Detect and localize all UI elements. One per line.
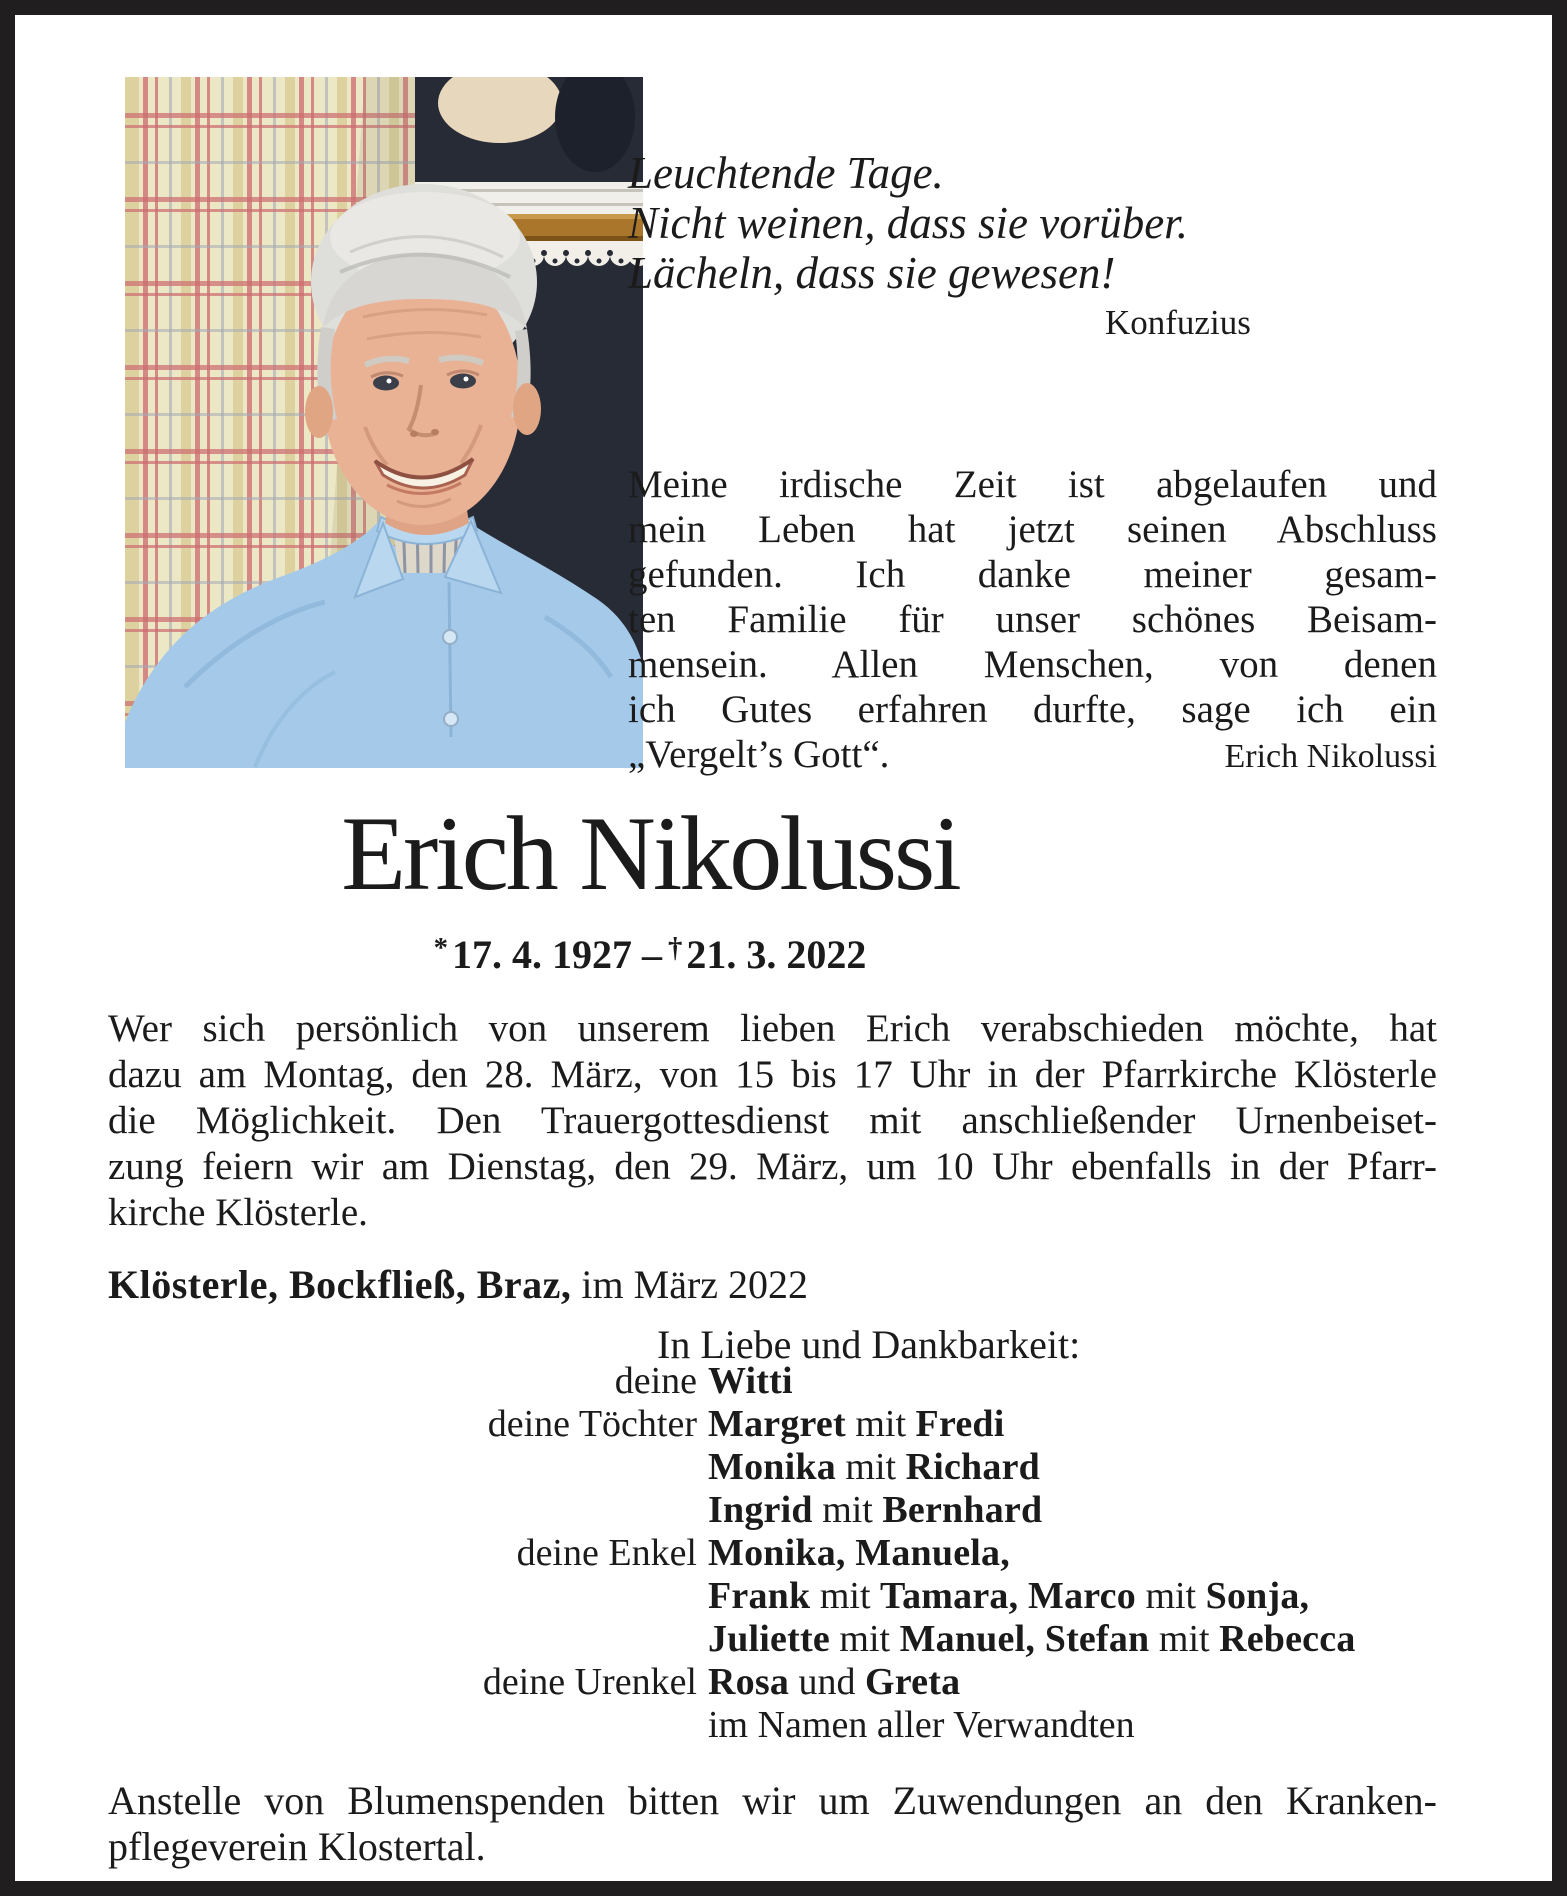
quote-lines <box>628 148 1458 298</box>
family-member-name: Sonja, <box>1205 1575 1310 1617</box>
family-connector-text: mit <box>1135 1575 1206 1617</box>
family-names <box>708 1403 1004 1446</box>
farewell-line: mensein. Allen Menschen, von denen <box>628 643 1437 686</box>
family-list <box>108 1360 1448 1747</box>
family-relation-label: deine Urenkel <box>482 1661 697 1703</box>
family-row <box>108 1360 1448 1403</box>
family-member-name: Bernhard <box>882 1489 1043 1531</box>
family-row <box>108 1489 1448 1532</box>
family-rows <box>108 1360 1448 1747</box>
family-names <box>708 1532 1010 1575</box>
announcement-line: zung feiern wir am Dienstag, den 29. März, um 10 Uhr ebenfalls in der Pfarr- <box>108 1145 1437 1188</box>
farewell-last-line <box>628 732 1437 779</box>
family-connector-text: mit <box>829 1618 900 1660</box>
family-relation-label: deine Enkel <box>516 1532 697 1574</box>
farewell-paragraph <box>628 462 1437 779</box>
family-connector-text: mit <box>812 1489 883 1531</box>
family-member-name: Manuel, Stefan <box>899 1618 1150 1660</box>
family-row <box>108 1532 1448 1575</box>
family-connector-text: mit <box>845 1403 916 1445</box>
announcement-lines <box>108 1006 1437 1236</box>
farewell-lines <box>628 462 1437 732</box>
dateline <box>108 1262 808 1308</box>
deceased-name: Erich Nikolussi <box>341 795 959 912</box>
farewell-closing-words: „Vergelt’s Gott“. <box>628 733 890 776</box>
family-names <box>708 1661 960 1704</box>
farewell-line: Meine irdische Zeit ist abgelaufen und <box>628 463 1437 506</box>
quote-attribution: Konfuzius <box>1105 303 1251 342</box>
family-connector-text: und <box>789 1661 866 1703</box>
family-member-name: Monika <box>708 1446 836 1488</box>
family-member-name: Rebecca <box>1219 1618 1356 1660</box>
donation-note <box>108 1778 1437 1870</box>
family-relation-label <box>108 1618 697 1661</box>
farewell-line: gefunden. Ich danke meiner gesam- <box>628 553 1437 596</box>
family-names <box>708 1360 793 1403</box>
dateline-places: Klösterle, Bockfließ, Braz, <box>108 1262 572 1307</box>
family-member-name: Witti <box>708 1360 793 1402</box>
family-member-name: Tamara, Marco <box>880 1575 1136 1617</box>
family-names <box>708 1704 1135 1747</box>
death-date: 21. 3. 2022 <box>686 931 867 977</box>
family-row <box>108 1403 1448 1446</box>
donation-line: pflegeverein Klostertal. <box>108 1824 486 1869</box>
family-member-name: Rosa <box>708 1661 790 1703</box>
family-member-name: Fredi <box>915 1403 1005 1445</box>
family-row <box>108 1661 1448 1704</box>
family-member-name: Monika, Manuela, <box>708 1532 1010 1574</box>
family-names <box>708 1489 1042 1532</box>
quote-line: Leuchtende Tage. <box>628 148 944 198</box>
farewell-signature: Erich Nikolussi <box>1224 738 1437 775</box>
family-names <box>708 1446 1040 1489</box>
family-row <box>108 1446 1448 1489</box>
birth-symbol: * <box>433 932 448 964</box>
family-connector-text: im Namen aller Verwandten <box>708 1704 1135 1746</box>
memorial-quote <box>628 148 1458 298</box>
family-relation-label <box>108 1489 697 1532</box>
family-relation-label <box>108 1446 697 1489</box>
portrait-photo-illustration <box>125 77 643 768</box>
announcement-line: Wer sich persönlich von unserem lieben Erich verabschieden möchte, hat <box>108 1007 1437 1050</box>
family-member-name: Frank <box>708 1575 811 1617</box>
donation-lines <box>108 1778 1437 1870</box>
family-row <box>108 1618 1448 1661</box>
announcement-line: kirche Klösterle. <box>108 1191 368 1234</box>
family-connector-text: mit <box>835 1446 906 1488</box>
death-symbol: † <box>668 932 683 964</box>
portrait-photo <box>125 77 643 768</box>
family-relation-label <box>108 1575 697 1618</box>
farewell-line: ich Gutes erfahren durfte, sage ich ein <box>628 688 1437 731</box>
family-names <box>708 1618 1356 1661</box>
family-relation-label <box>108 1704 697 1747</box>
family-row <box>108 1704 1448 1747</box>
closing-heading: In Liebe und Dankbarkeit: <box>657 1322 1081 1367</box>
family-connector-text: mit <box>1149 1618 1220 1660</box>
family-member-name: Ingrid <box>708 1489 813 1531</box>
dateline-date: im März 2022 <box>571 1262 809 1307</box>
announcement-line: die Möglichkeit. Den Trauergottesdienst mit anschließender Urnenbeiset- <box>108 1099 1437 1142</box>
farewell-line: mein Leben hat jetzt seinen Abschluss <box>628 508 1437 551</box>
life-dates <box>125 926 1175 977</box>
family-row <box>108 1575 1448 1618</box>
family-relation-label: deine <box>614 1360 697 1402</box>
deceased-title-block <box>125 795 1175 977</box>
farewell-line: ten Familie für unser schönes Beisam- <box>628 598 1437 641</box>
family-member-name: Greta <box>865 1661 961 1703</box>
family-member-name: Richard <box>905 1446 1040 1488</box>
family-member-name: Margret <box>708 1403 846 1445</box>
birth-date: 17. 4. 1927 <box>452 931 632 977</box>
quote-line: Nicht weinen, dass sie vorüber. <box>628 198 1188 248</box>
family-connector-text: mit <box>810 1575 881 1617</box>
donation-line: Anstelle von Blumenspenden bitten wir um Zuwendungen an den Kranken- <box>108 1778 1437 1823</box>
family-relation-label: deine Töchter <box>487 1403 697 1445</box>
family-names <box>708 1575 1309 1618</box>
quote-line: Lächeln, dass sie gewesen! <box>628 248 1116 298</box>
funeral-announcement <box>108 1006 1437 1236</box>
announcement-line: dazu am Montag, den 28. März, von 15 bis 17 Uhr in der Pfarrkirche Klösterle <box>108 1053 1437 1096</box>
family-member-name: Juliette <box>708 1618 830 1660</box>
date-separator: – <box>642 931 662 977</box>
